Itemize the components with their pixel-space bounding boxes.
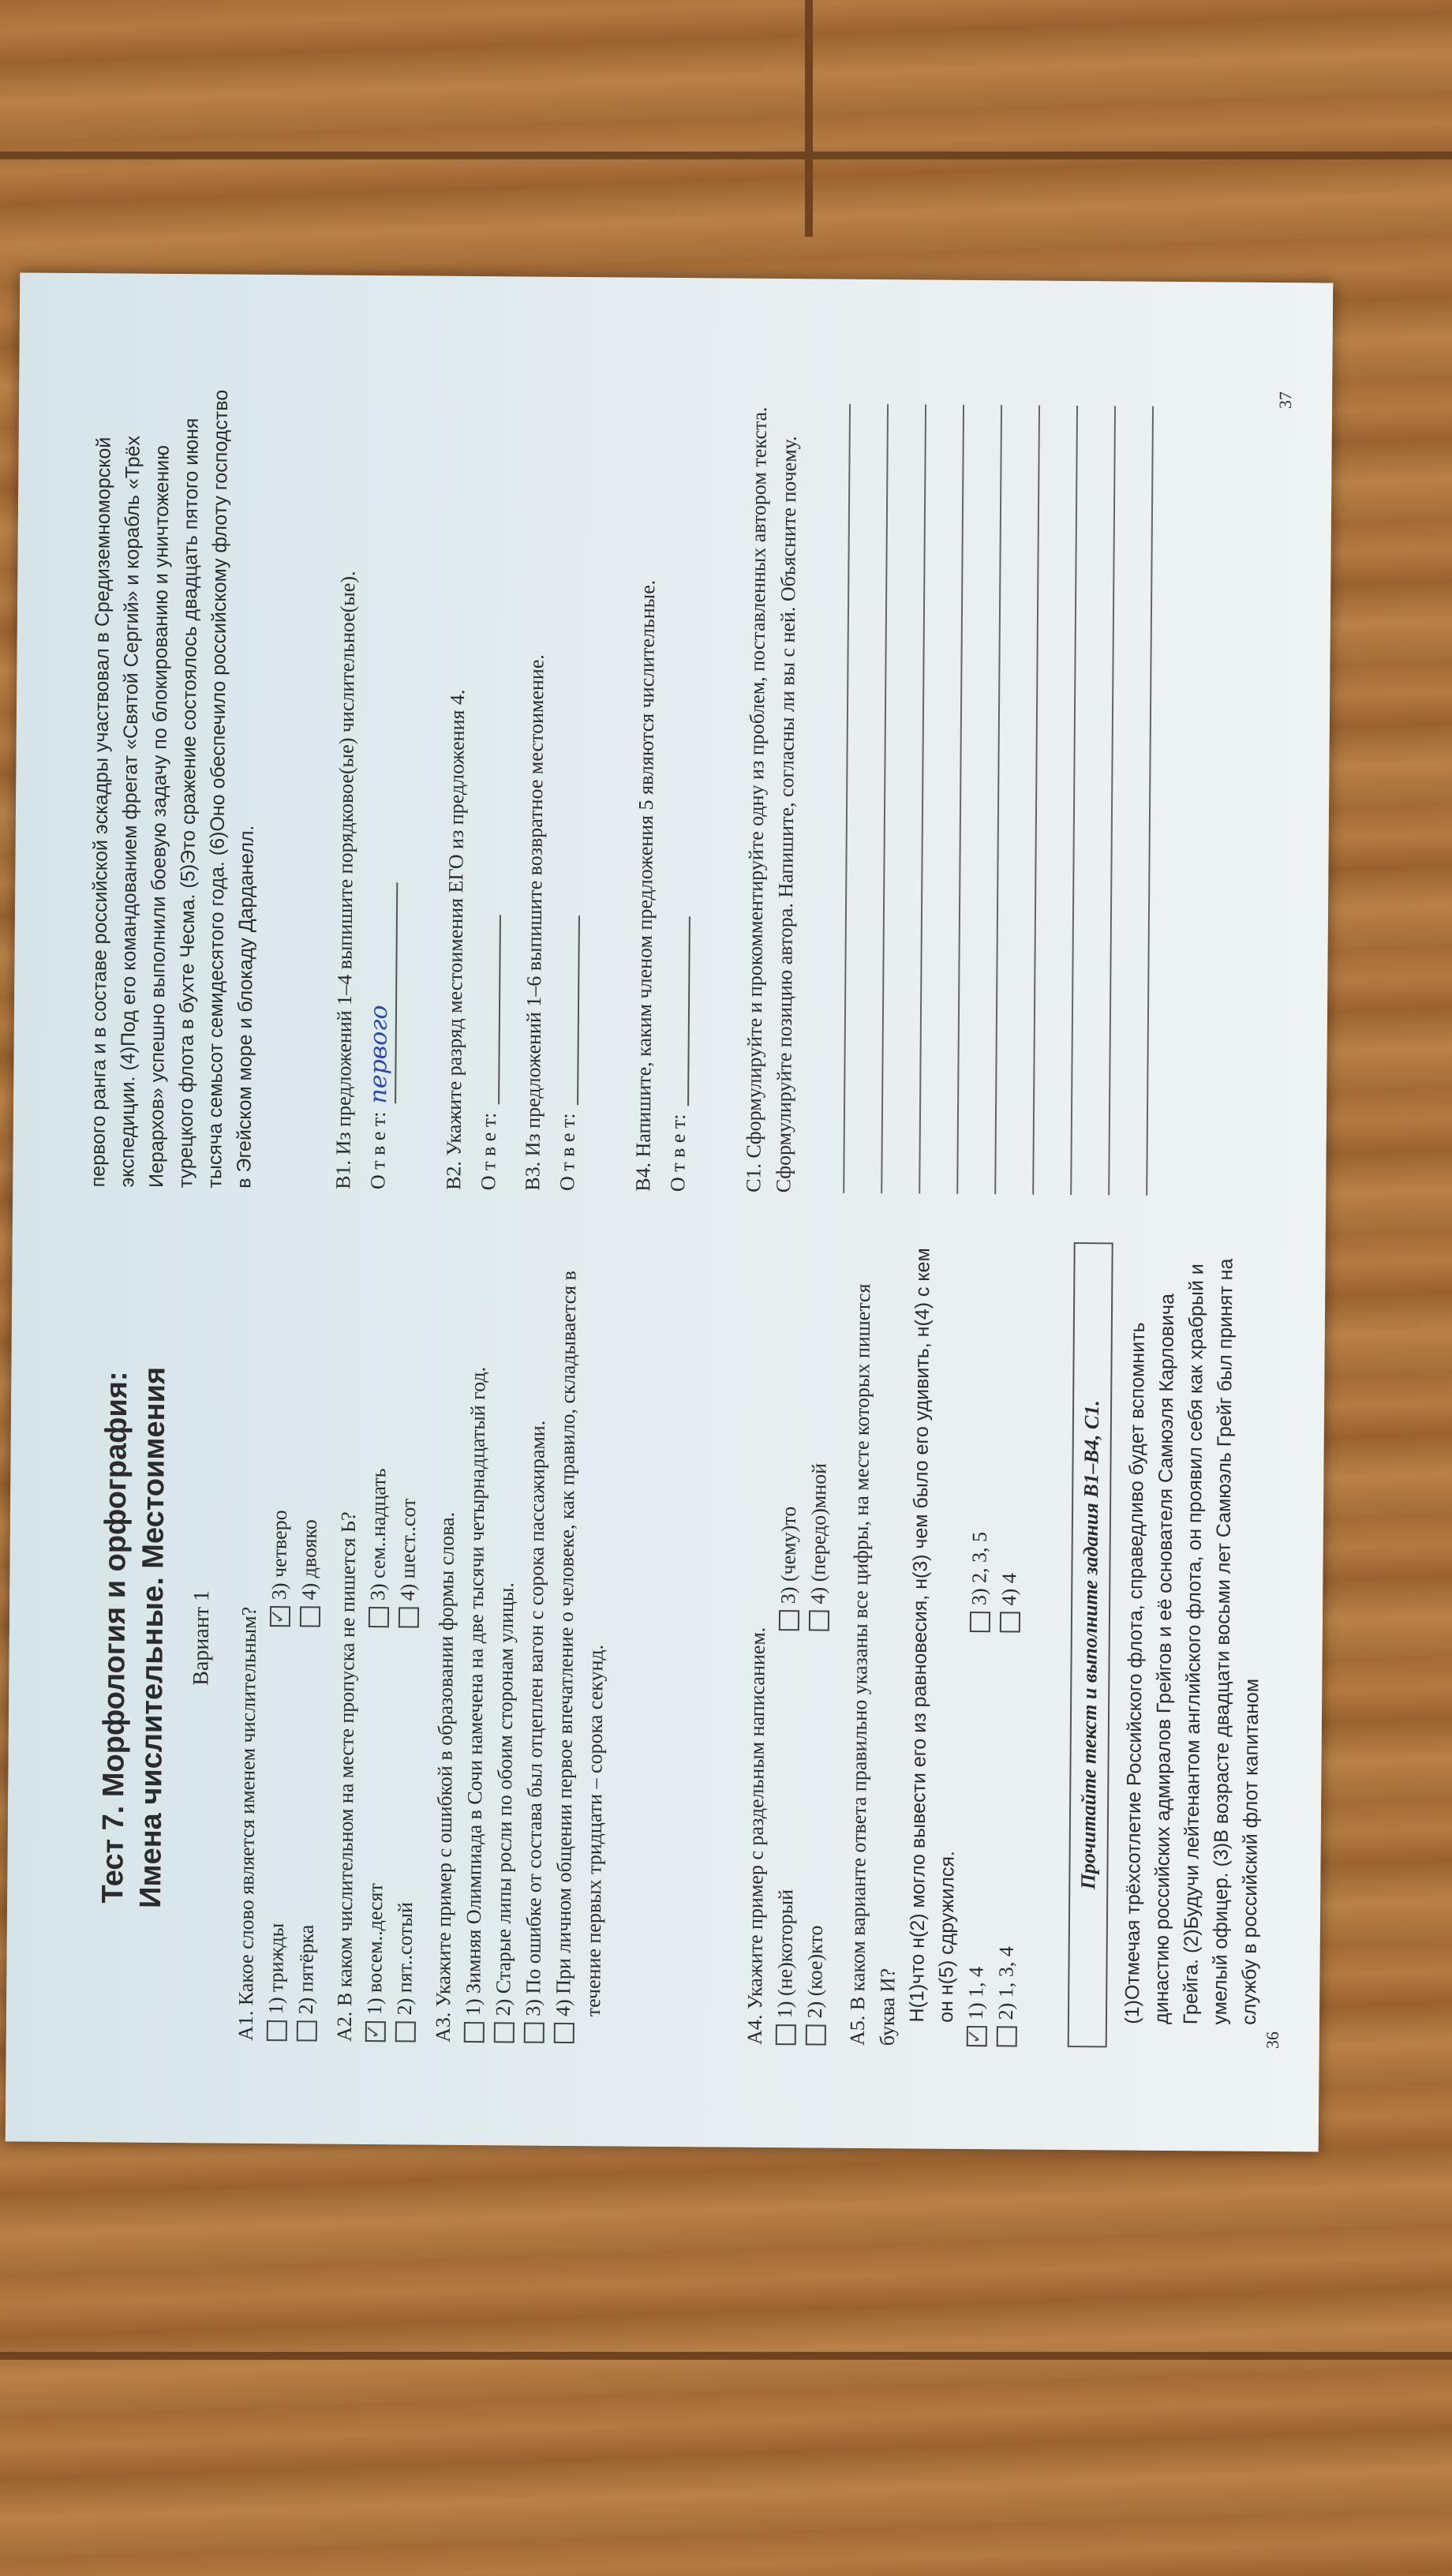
right-page (13, 381, 1332, 1196)
b4-question: B4. Напишите, каким членом предложения 5 являются числительные. (631, 579, 660, 1192)
a4-option[interactable]: 3) (чему)то (773, 1240, 806, 1631)
checkbox[interactable] (524, 2023, 544, 2043)
answer-line[interactable] (920, 405, 964, 1194)
b1-question: B1. Из предложений 1–4 выпишите порядковое(ые) числительное(ые). (331, 571, 360, 1189)
checkbox-checked[interactable] (365, 2021, 386, 2042)
question-b2 (439, 385, 510, 1191)
a5-question: A5. В каком варианте ответа правильно указаны все цифры, на месте которых пишется буква И? (845, 1283, 900, 2046)
a5-option[interactable]: 4) 4 (994, 1241, 1027, 1632)
checkbox[interactable] (1000, 1612, 1020, 1632)
answer-line[interactable] (958, 405, 1002, 1194)
answer-line[interactable] (806, 403, 851, 1193)
a4-option[interactable]: 2) (кое)кто (800, 1654, 833, 2045)
a3-option[interactable]: 2) Старые липы росли по обоим сторонам улицы. (488, 1237, 525, 2042)
checkbox[interactable] (776, 2024, 796, 2045)
a1-question: A1. Какое слово является именем числительным? (234, 1606, 261, 2041)
a1-option[interactable]: 2) пятёрка (291, 1650, 324, 2041)
checkbox[interactable] (809, 1610, 829, 1631)
answer-line[interactable] (1034, 406, 1078, 1195)
question-a3 (428, 1237, 615, 2044)
answer-line[interactable] (1072, 406, 1116, 1195)
b1-answer-field[interactable] (364, 882, 398, 1103)
a1-option[interactable]: 1) трижды (261, 1650, 294, 2041)
a2-option[interactable]: 2) пят..сотый (390, 1651, 423, 2042)
b3-question: B3. Из предложений 1–6 выпишите возвратное местоимение. (521, 654, 548, 1191)
b3-answer-field[interactable] (553, 915, 580, 1105)
answer-line[interactable] (996, 405, 1040, 1194)
b2-answer-field[interactable] (474, 915, 501, 1105)
a2-option[interactable]: 3) сем..надцать (363, 1237, 396, 1627)
a5-sentence: Н(1)что н(2) могло вывести его из равновесия, н(3) чем было его удивить, н(4) с кем он н(5) сдружился. (905, 1248, 959, 2023)
c1-answer-lines[interactable] (806, 388, 1154, 1195)
question-a2 (330, 1237, 426, 2042)
page-number-right: 37 (1275, 391, 1296, 410)
checkbox[interactable] (554, 2023, 574, 2043)
reading-text-part2: первого ранга и в составе российской эскадры участвовал в Средиземноморской экспедиции. (4)Под его командованием фрегат «Святой Сергий» и корабль «Трёх Иерархов» успешно выполнили боевую задачу по блокированию и уничтожению турецкого флота в бухте Чесма. (5)Это сражение состоялось двадцать пятого июня тысяча семьсот семидесятого года. (6)Оно обеспечило российскому флоту господство в Эгейском море и блокаду Дарданелл. (87, 389, 258, 1189)
checkbox[interactable] (806, 2024, 826, 2045)
answer-line[interactable] (882, 404, 926, 1193)
floor-board-seam (0, 152, 1452, 159)
question-a4 (740, 1240, 836, 2046)
a3-question: A3. Укажите пример с ошибкой в образовании формы слова. (431, 1511, 459, 2042)
a5-option[interactable]: ✓ 1) 1, 4 (961, 1656, 994, 2046)
a4-question: A4. Укажите пример с раздельным написанием. (743, 1627, 769, 2045)
a1-option[interactable]: ✓ 3) четверо (264, 1236, 298, 1627)
question-c1 (739, 388, 1154, 1196)
floor-board-seam (0, 2352, 1452, 2360)
checkbox[interactable] (369, 1607, 389, 1627)
rotated-page-content (6, 273, 1334, 2152)
checkbox[interactable] (267, 2020, 287, 2041)
a2-question: A2. В каком числительном на месте пропуска не пишется Ь? (332, 1511, 361, 2042)
checkbox-checked[interactable] (270, 1606, 290, 1627)
b4-answer-label: О т в е т: (666, 1114, 690, 1193)
a4-option[interactable]: 1) (не)который (770, 1654, 803, 2045)
b1-answer-label: О т в е т: (366, 1111, 390, 1190)
a1-option[interactable]: 4) двояко (294, 1236, 327, 1627)
a2-option[interactable]: ✓ 1) восем..десят (360, 1651, 393, 2042)
checkbox[interactable] (399, 1607, 419, 1627)
textbook-spread (6, 273, 1334, 2152)
a3-option[interactable]: 4) При личном общении первое впечатление о человеке, как правило, складывается в течение первых тридцати – сорока секунд. (548, 1238, 615, 2044)
c1-question: C1. Сформулируйте и прокомментируйте одну из проблем, поставленных автором текста. Сформулируйте позицию автора. Напишите, согласны ли вы с ней. Объясните почему. (742, 406, 801, 1193)
b2-question: B2. Укажите разряд местоимения ЕГО из предложения 4. (442, 689, 470, 1190)
checkbox[interactable] (395, 2021, 416, 2042)
b2-answer-label: О т в е т: (477, 1112, 500, 1191)
task-instruction-box: Прочитайте текст и выполните задания B1–B4, C1. (1068, 1242, 1113, 2047)
question-a1 (231, 1236, 327, 2042)
checkbox[interactable] (997, 2026, 1017, 2046)
checkbox[interactable] (300, 1606, 320, 1627)
answer-line[interactable] (1110, 406, 1154, 1195)
answer-line[interactable] (844, 404, 889, 1193)
reading-section (1060, 1242, 1270, 2049)
question-b1 (328, 384, 402, 1190)
reading-text-part1: (1)Отмечая трёхсотлетие Российского флота, справедливо будет вспомнить династию российских адмиралов Грейгов и её основателя Самюэля Карловича Грейга. (2)Будучи лейтенантом английского флота, он проявил себя как храбрый и умелый офицер. (3)В возрасте двадцати восьми лет Самюэль Грейг был принят на службу в российский флот капитаном (1121, 1258, 1263, 2025)
question-b4 (628, 387, 699, 1193)
a2-option[interactable]: 4) шест..сот (393, 1237, 426, 1627)
a4-option[interactable]: 4) (передо)мной (803, 1240, 836, 1631)
b1-handwritten-answer: первого (365, 1005, 394, 1104)
question-a5 (843, 1241, 1027, 2047)
checkbox[interactable] (464, 2022, 485, 2042)
checkbox-checked[interactable] (967, 2026, 987, 2046)
a3-option[interactable]: 1) Зимняя Олимпиада в Сочи намечена на две тысячи четырнадцатый год. (458, 1237, 495, 2042)
floor-board-seam (805, 0, 813, 237)
checkbox[interactable] (494, 2022, 515, 2042)
left-page (6, 1234, 1326, 2049)
checkbox[interactable] (297, 2020, 317, 2041)
checkbox[interactable] (779, 1610, 799, 1631)
page-number-left: 36 (1262, 2031, 1282, 2050)
reading-text-continued (84, 382, 265, 1189)
b4-answer-field[interactable] (664, 916, 690, 1106)
question-b3 (518, 386, 589, 1192)
page-title: Тест 7. Морфология и орфография: Имена числительные. Местоимения (96, 1366, 172, 1909)
checkbox[interactable] (970, 1612, 990, 1632)
variant-label: Вариант 1 (189, 1589, 215, 1686)
a3-option[interactable]: 3) По ошибке от состава был отцеплен вагон с сорока пассажирами. (518, 1238, 555, 2043)
a5-option[interactable]: 2) 1, 3, 4 (991, 1656, 1024, 2046)
b3-answer-label: О т в е т: (556, 1113, 579, 1192)
a5-option[interactable]: 3) 2, 3, 5 (964, 1241, 997, 1632)
